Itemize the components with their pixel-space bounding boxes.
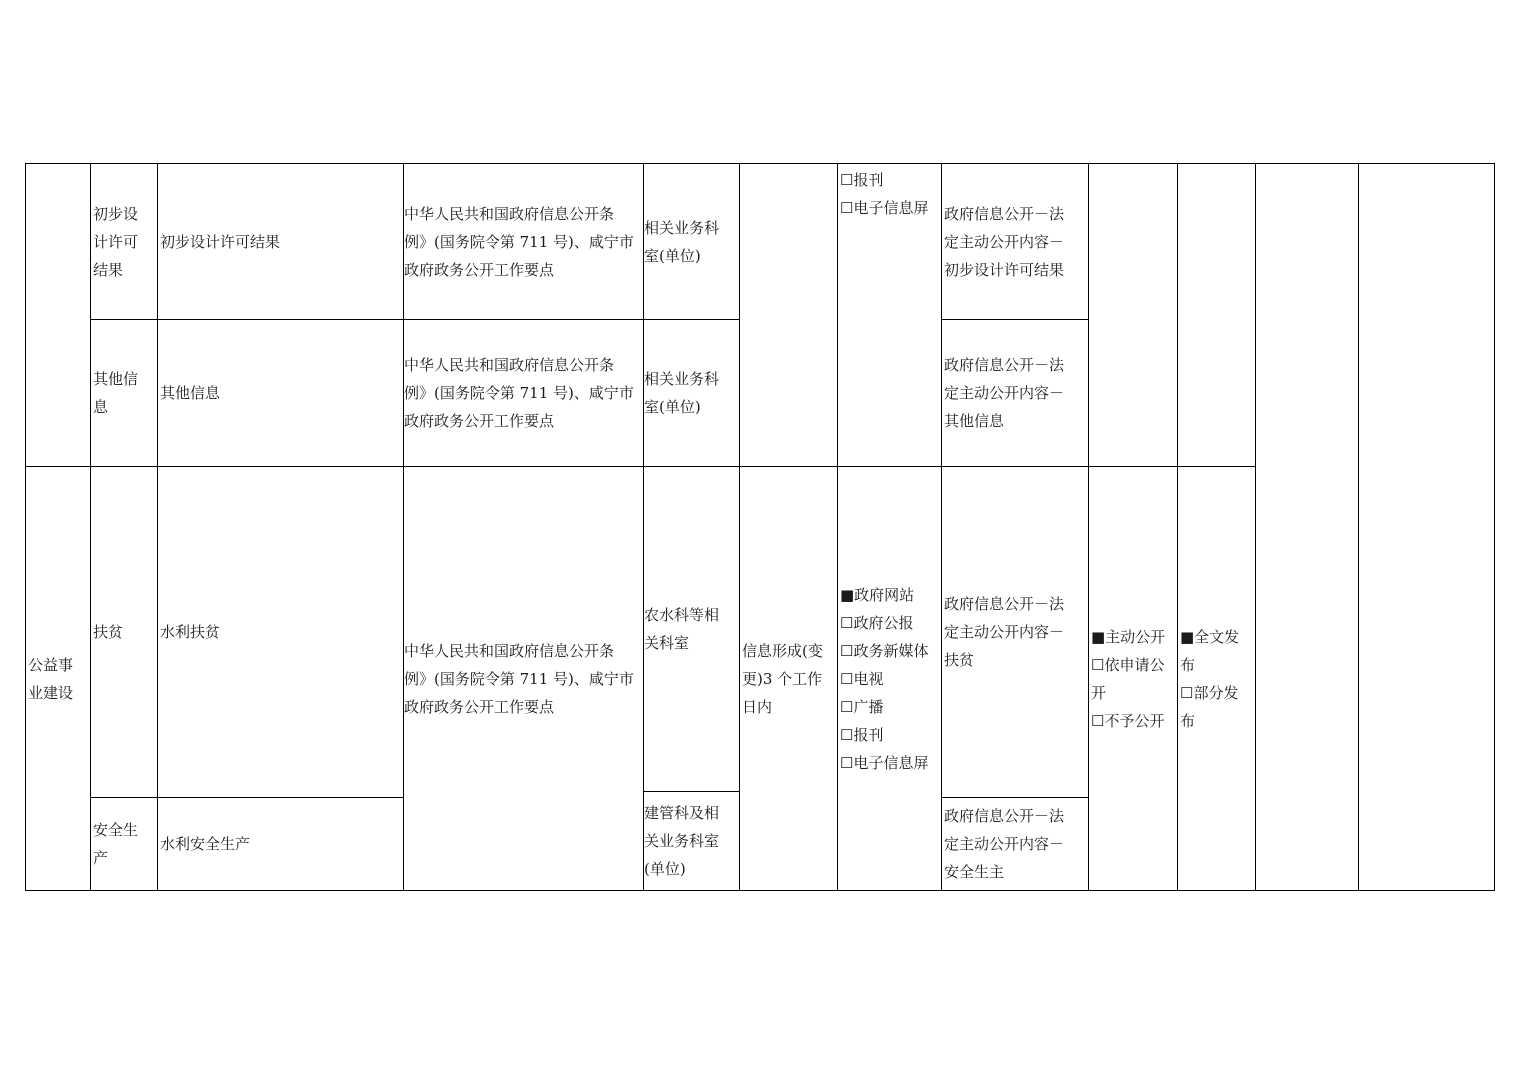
col-divider	[1255, 164, 1256, 890]
location-cell: 政府信息公开－法 定主动公开内容－ 扶贫	[944, 595, 1065, 669]
item-cell: 其他信息	[160, 384, 221, 402]
item-cell: 初步设计许可结果	[160, 232, 281, 251]
location-cell: 政府信息公开－法 定主动公开内容－ 安全生主	[944, 807, 1065, 881]
item-cell: 水利安全生产	[160, 835, 251, 853]
channels-cell: ■政府网站 ☐政府公报 ☐政务新媒体 ☐电视 ☐广播 ☐报刊 ☐电子信息屏	[840, 585, 929, 772]
channels-cell: ☐报刊 ☐电子信息屏	[840, 171, 929, 217]
department-cell: 相关业务科 室(单位)	[644, 370, 720, 416]
subcategory-cell: 安全生 产	[93, 821, 139, 867]
subcategory-cell: 扶贫	[93, 623, 124, 641]
category-cell: 公益事 业建设	[28, 655, 74, 702]
basis-cell: 中华人民共和国政府信息公开条 例》(国务院令第 711 号)、咸宁市 政府政务公开工作要点	[404, 641, 634, 716]
disclosure-table	[25, 163, 1495, 891]
disclosure-mode-cell: ■主动公开 ☐依申请公 开 ☐不予公开	[1091, 627, 1166, 730]
subcategory-cell: 初步设 计许可 结果	[93, 204, 139, 279]
time-limit-cell: 信息形成(变 更)3 个工作 日内	[742, 641, 823, 716]
location-cell: 政府信息公开－法 定主动公开内容－ 其他信息	[944, 356, 1065, 430]
item-cell: 水利扶贫	[160, 623, 221, 641]
basis-cell: 中华人民共和国政府信息公开条 例》(国务院令第 711 号)、咸宁市 政府政务公开工作要点	[404, 204, 634, 279]
publish-scope-cell: ■全文发 布 ☐部分发 布	[1180, 627, 1240, 730]
department-cell: 建管科及相 关业务科室 (单位)	[644, 804, 720, 878]
subcategory-cell: 其他信 息	[93, 370, 139, 416]
col-divider	[1358, 164, 1359, 890]
department-cell: 相关业务科 室(单位)	[644, 218, 720, 265]
basis-cell: 中华人民共和国政府信息公开条 例》(国务院令第 711 号)、咸宁市 政府政务公开工作要点	[404, 356, 634, 430]
location-cell: 政府信息公开－法 定主动公开内容－ 初步设计许可结果	[944, 204, 1065, 279]
department-cell: 农水科等相 关科室	[644, 606, 720, 652]
